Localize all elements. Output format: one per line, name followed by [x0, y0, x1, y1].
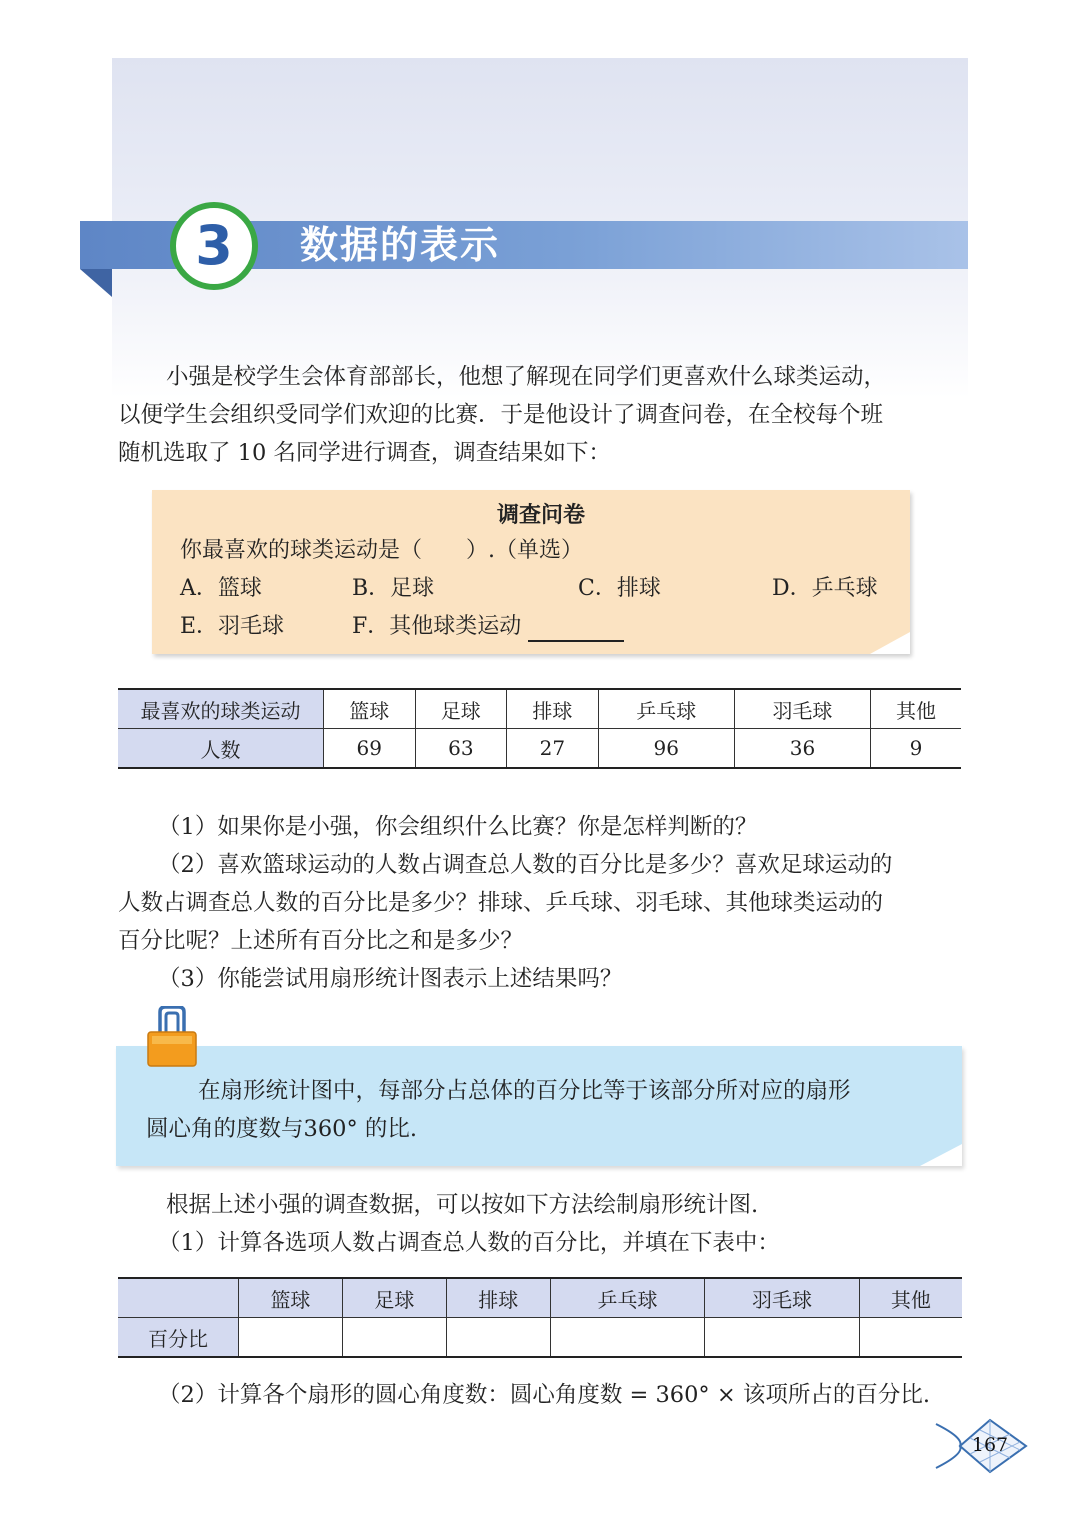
method-step-1: （1）计算各选项人数占调查总人数的百分比，并填在下表中： [158, 1230, 780, 1256]
method-intro: 根据上述小强的调查数据，可以按如下方法绘制扇形统计图. [166, 1192, 759, 1218]
fill-in-blank [528, 618, 624, 642]
table-cell: 足球 [342, 1278, 446, 1318]
table-row [118, 1278, 962, 1318]
question-1: （1）如果你是小强，你会组织什么比赛？你是怎样判断的？ [158, 814, 758, 840]
chapter-badge [170, 202, 258, 290]
table-cell [342, 1318, 446, 1358]
table-cell: 其他 [859, 1278, 962, 1318]
option-f-label: F．其他球类运动 [352, 614, 522, 639]
table-cell: 69 [324, 729, 416, 769]
question-2-line-2: 人数占调查总人数的百分比是多少？排球、乒乓球、羽毛球、其他球类运动的 [118, 890, 884, 916]
table-row-label: 百分比 [118, 1318, 239, 1358]
table-cell [705, 1318, 860, 1358]
note-line-1: 在扇形统计图中，每部分占总体的百分比等于该部分所对应的扇形 [198, 1078, 851, 1104]
option-e: E．羽毛球 [180, 614, 285, 639]
table-cell [239, 1318, 343, 1358]
option-d: D．乒乓球 [772, 576, 878, 601]
table-cell: 96 [598, 729, 734, 769]
percent-table [118, 1277, 962, 1358]
binder-clip-icon [146, 1006, 198, 1068]
chapter-number: 3 [195, 214, 233, 277]
survey-question: 你最喜欢的球类运动是（ ）.（单选） [180, 538, 583, 563]
page-curl [870, 632, 910, 654]
table-cell: 羽毛球 [734, 689, 870, 729]
survey-questionnaire [152, 490, 910, 654]
table-cell: 63 [415, 729, 507, 769]
table-row [118, 1318, 962, 1358]
intro-line-3: 随机选取了 10 名同学进行调查，调查结果如下： [118, 440, 611, 466]
table-header-label: 最喜欢的球类运动 [118, 689, 324, 729]
intro-line-1: 小强是校学生会体育部部长，他想了解现在同学们更喜欢什么球类运动， [166, 364, 887, 390]
table-cell [118, 1278, 239, 1318]
page-curl [920, 1144, 962, 1166]
table-cell: 羽毛球 [705, 1278, 860, 1318]
table-cell [550, 1318, 705, 1358]
banner-fold [80, 269, 112, 297]
table-row [118, 689, 961, 729]
table-cell [859, 1318, 962, 1358]
table-cell: 排球 [446, 1278, 550, 1318]
survey-title: 调查问卷 [496, 503, 585, 528]
question-2-line-3: 百分比呢？上述所有百分比之和是多少？ [118, 928, 524, 954]
table-cell: 其他 [871, 689, 961, 729]
section-title: 数据的表示 [300, 223, 501, 267]
option-f [352, 612, 624, 642]
table-cell: 27 [507, 729, 599, 769]
table-cell: 36 [734, 729, 870, 769]
note-line-2: 圆心角的度数与360° 的比. [146, 1116, 418, 1142]
table-cell: 排球 [507, 689, 599, 729]
table-cell: 篮球 [324, 689, 416, 729]
table-cell: 篮球 [239, 1278, 343, 1318]
intro-line-2: 以便学生会组织受同学们欢迎的比赛．于是他设计了调查问卷，在全校每个班 [118, 402, 884, 428]
page-number: 167 [971, 1434, 1009, 1456]
note-box [116, 1046, 962, 1166]
question-2-line-1: （2）喜欢篮球运动的人数占调查总人数的百分比是多少？喜欢足球运动的 [158, 852, 893, 878]
table-row-label: 人数 [118, 729, 324, 769]
option-c: C．排球 [578, 576, 661, 601]
results-table [118, 688, 961, 769]
table-row [118, 729, 961, 769]
table-cell: 9 [871, 729, 961, 769]
table-cell: 足球 [415, 689, 507, 729]
question-3: （3）你能尝试用扇形统计图表示上述结果吗？ [158, 966, 623, 992]
option-a: A．篮球 [180, 576, 262, 601]
method-step-2: （2）计算各个扇形的圆心角度数：圆心角度数 = 360° × 该项所占的百分比. [158, 1382, 930, 1408]
table-cell: 乒乓球 [598, 689, 734, 729]
table-cell [446, 1318, 550, 1358]
option-b: B．足球 [352, 576, 435, 601]
table-cell: 乒乓球 [550, 1278, 705, 1318]
note-text [146, 1072, 946, 1148]
